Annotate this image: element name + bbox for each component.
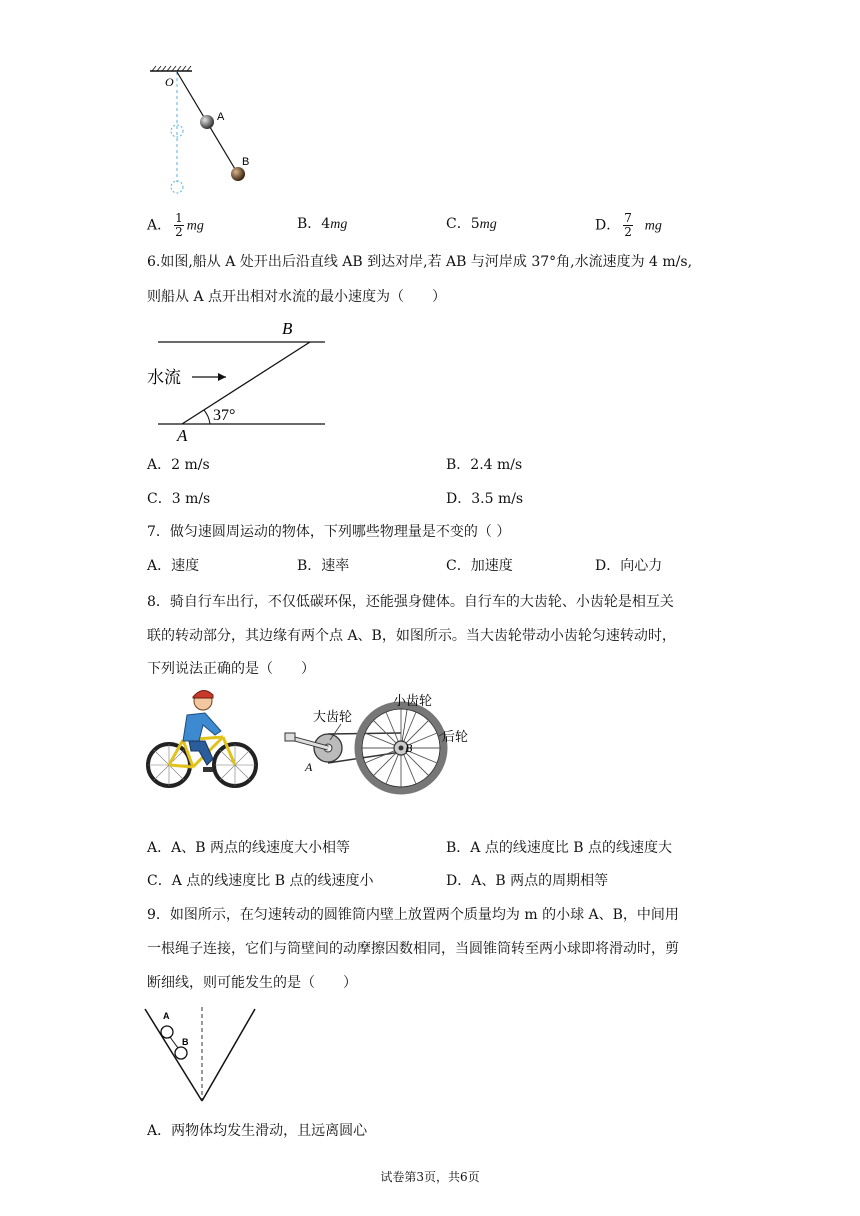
q6-option-b: B．2.4 m/s <box>446 457 523 473</box>
ball-b <box>175 1047 187 1059</box>
q8-option-d: D．A、B 两点的周期相等 <box>446 873 609 889</box>
water-flow-label: 水流 <box>147 368 181 388</box>
angle-label: 37° <box>213 407 236 424</box>
big-gear-label: 大齿轮 <box>313 710 353 725</box>
label-o: O <box>165 75 174 89</box>
label-a: A <box>163 1011 170 1021</box>
q5-option-c: C．5mg <box>446 216 497 232</box>
label-b: B <box>405 741 413 755</box>
q7-option-b: B．速率 <box>297 558 350 574</box>
river-figure <box>140 316 340 446</box>
label-a: A <box>305 760 313 774</box>
cone-figure <box>140 1005 265 1105</box>
rear-wheel-label: 后轮 <box>442 730 469 745</box>
q6-option-a: A．2 m/s <box>147 457 210 473</box>
q6-option-c: C．3 m/s <box>147 491 211 507</box>
q9-stem-line-1: 9．如图所示，在匀速转动的圆锥筒内壁上放置两个质量均为 m 的小球 A、B，中间用 <box>147 907 679 923</box>
small-gear-label: 小齿轮 <box>393 694 433 709</box>
q6-option-d: D．3.5 m/s <box>446 491 524 507</box>
ball-b <box>231 167 245 181</box>
q6-stem-line-2: 则船从 A 点开出相对水流的最小速度为（ ） <box>147 289 447 305</box>
q5-option-a: A． $\frac{1}{2}$ mg <box>147 211 204 239</box>
q7-option-a: A．速度 <box>147 558 200 574</box>
pendulum-figure <box>140 62 270 202</box>
q9-stem-line-2: 一根绳子连接，它们与筒壁间的动摩擦因数相同，当圆锥筒转至两小球即将滑动时，剪 <box>147 941 679 957</box>
q8-option-c: C．A 点的线速度比 B 点的线速度小 <box>147 873 374 889</box>
page-footer: 试卷第3页，共6页 <box>380 1170 480 1184</box>
ball-a <box>200 115 214 129</box>
label-b: B <box>182 1037 189 1047</box>
q5-option-b: B．4mg <box>297 216 348 232</box>
q6-stem-line-1: 6.如图,船从 A 处开出后沿直线 AB 到达对岸,若 AB 与河岸成 37°角,水流速度为 4 m/s, <box>147 254 693 270</box>
q8-stem-line-1: 8．骑自行车出行，不仅低碳环保，还能强身健体。自行车的大齿轮、小齿轮是相互关 <box>147 594 674 610</box>
q8-option-b: B．A 点的线速度比 B 点的线速度大 <box>446 840 673 856</box>
q7-option-c: C．加速度 <box>446 558 513 574</box>
label-a: A <box>177 426 188 445</box>
q7-stem: 7．做匀速圆周运动的物体，下列哪些物理量是不变的（ ） <box>147 524 511 540</box>
label-b: B <box>282 319 293 338</box>
ball-a <box>161 1026 173 1038</box>
gear-figure <box>283 688 483 806</box>
q8-stem-line-3: 下列说法正确的是（ ） <box>147 661 315 677</box>
q9-option-a: A．两物体均发生滑动，且远离圆心 <box>147 1123 368 1139</box>
label-a: A <box>217 111 225 123</box>
q7-option-d: D．向心力 <box>595 558 663 574</box>
q8-option-a: A．A、B 两点的线速度大小相等 <box>147 840 350 856</box>
label-b: B <box>242 156 250 168</box>
q5-option-d: D． $\frac{7}{2}$ mg <box>595 211 662 239</box>
q8-stem-line-2: 联的转动部分，其边缘有两个点 A、B，如图所示。当大齿轮带动小齿轮匀速转动时， <box>147 628 676 644</box>
cyclist-figure <box>143 685 263 795</box>
q9-stem-line-3: 断细线，则可能发生的是（ ） <box>147 975 357 991</box>
